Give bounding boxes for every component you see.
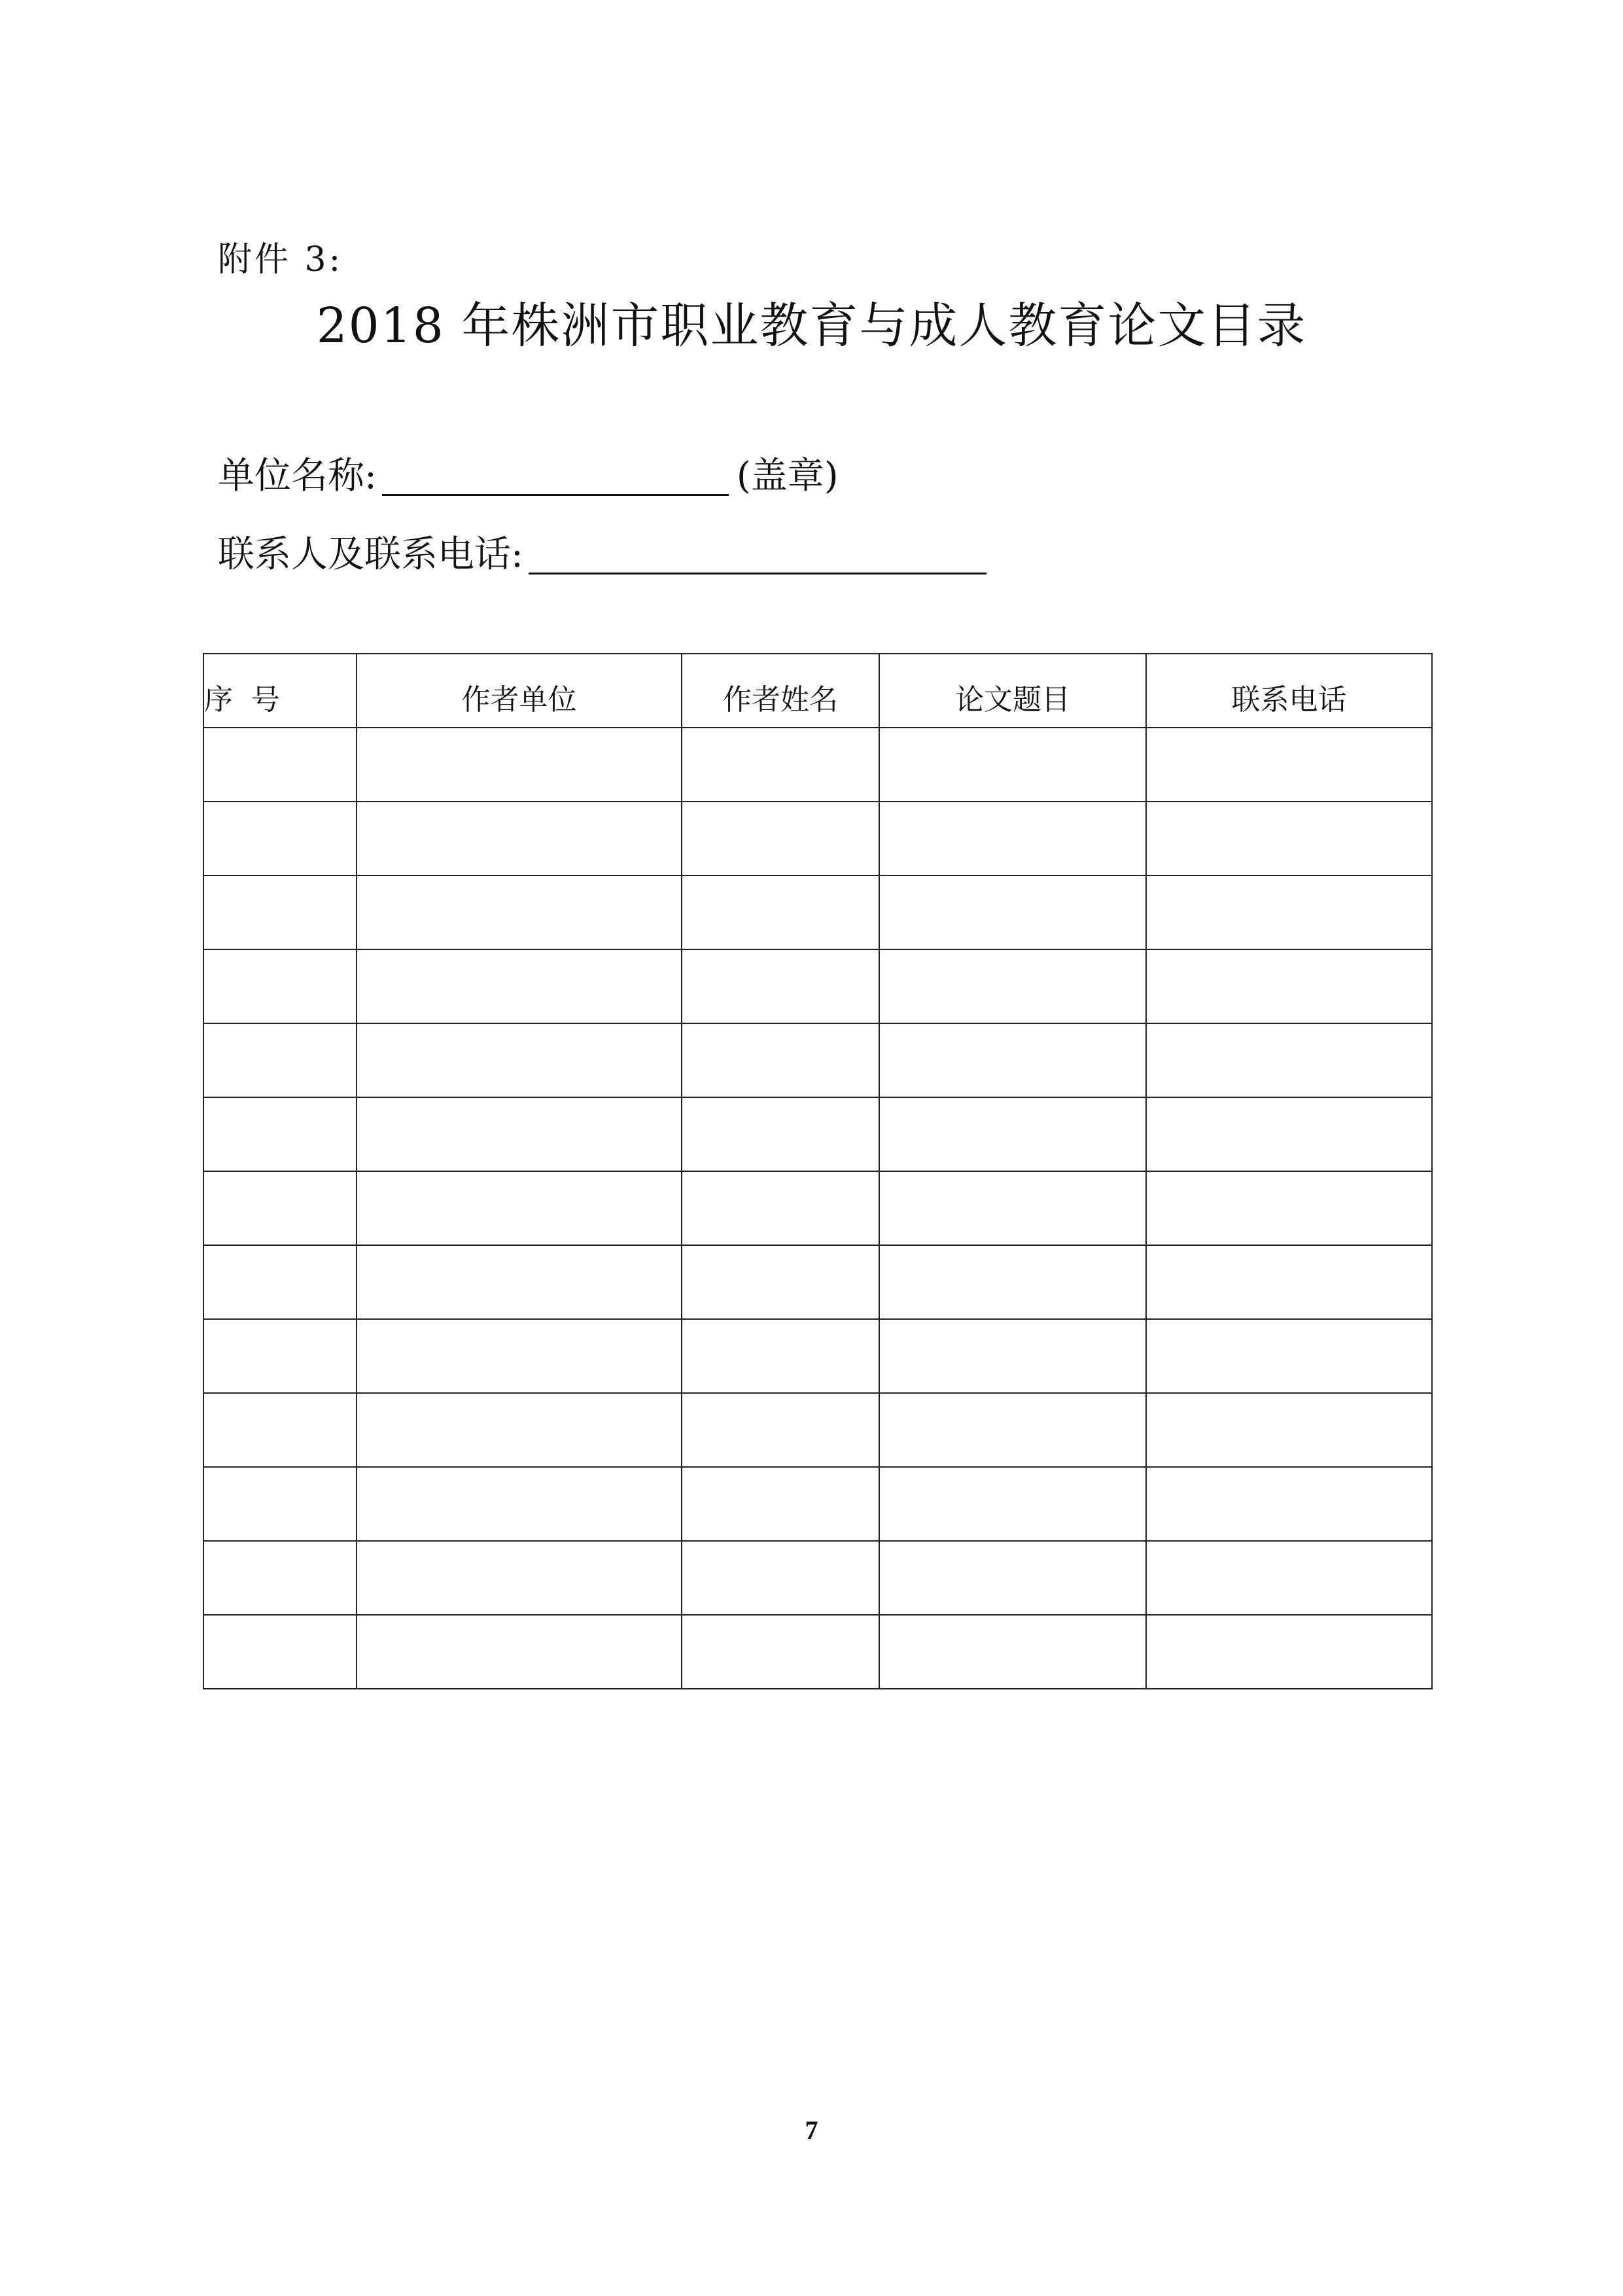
cell-paper-title[interactable]	[879, 949, 1146, 1023]
cell-index[interactable]	[203, 949, 357, 1023]
cell-author-name[interactable]	[682, 1467, 879, 1541]
cell-paper-title[interactable]	[879, 1319, 1146, 1393]
unit-name-label: 单位名称:	[218, 455, 377, 497]
table-row	[203, 1319, 1432, 1393]
cell-author-name[interactable]	[682, 1319, 879, 1393]
table-row	[203, 802, 1432, 875]
cell-phone[interactable]	[1146, 1541, 1432, 1615]
column-header-author-name: 作者姓名	[682, 654, 879, 728]
cell-author-unit[interactable]	[357, 875, 682, 949]
cell-phone[interactable]	[1146, 1467, 1432, 1541]
table-row	[203, 1171, 1432, 1245]
cell-author-unit[interactable]	[357, 802, 682, 875]
table-row	[203, 1467, 1432, 1541]
contact-label: 联系人及联系电话:	[218, 533, 523, 576]
table-row	[203, 875, 1432, 949]
contact-blank[interactable]	[529, 532, 986, 574]
document-title: 2018 年株洲市职业教育与成人教育论文目录	[316, 298, 1307, 354]
unit-name-blank[interactable]	[382, 453, 729, 496]
cell-index[interactable]	[203, 1467, 357, 1541]
paper-catalog-table	[203, 653, 1433, 1689]
cell-author-unit[interactable]	[357, 1245, 682, 1319]
cell-author-name[interactable]	[682, 875, 879, 949]
cell-phone[interactable]	[1146, 1615, 1432, 1689]
unit-name-row	[218, 449, 839, 501]
cell-author-unit[interactable]	[357, 1541, 682, 1615]
cell-paper-title[interactable]	[879, 875, 1146, 949]
attachment-label: 附件 3:	[218, 240, 343, 279]
column-header-phone: 联系电话	[1146, 654, 1432, 728]
cell-phone[interactable]	[1146, 1171, 1432, 1245]
cell-author-name[interactable]	[682, 728, 879, 802]
cell-author-name[interactable]	[682, 1615, 879, 1689]
column-header-index: 序号	[203, 654, 357, 728]
contact-row	[218, 527, 992, 580]
cell-author-unit[interactable]	[357, 728, 682, 802]
page-number: 7	[805, 2115, 818, 2145]
table-body	[203, 728, 1432, 1689]
cell-author-name[interactable]	[682, 1023, 879, 1097]
cell-index[interactable]	[203, 875, 357, 949]
cell-phone[interactable]	[1146, 949, 1432, 1023]
cell-paper-title[interactable]	[879, 1171, 1146, 1245]
cell-index[interactable]	[203, 802, 357, 875]
cell-index[interactable]	[203, 1245, 357, 1319]
cell-author-unit[interactable]	[357, 1171, 682, 1245]
table-row	[203, 1097, 1432, 1171]
cell-author-name[interactable]	[682, 1245, 879, 1319]
cell-author-name[interactable]	[682, 1171, 879, 1245]
cell-paper-title[interactable]	[879, 1541, 1146, 1615]
cell-paper-title[interactable]	[879, 802, 1146, 875]
table-row	[203, 728, 1432, 802]
cell-author-unit[interactable]	[357, 1319, 682, 1393]
cell-index[interactable]	[203, 1615, 357, 1689]
cell-paper-title[interactable]	[879, 1467, 1146, 1541]
cell-author-unit[interactable]	[357, 1615, 682, 1689]
cell-author-unit[interactable]	[357, 1023, 682, 1097]
cell-phone[interactable]	[1146, 1245, 1432, 1319]
cell-author-name[interactable]	[682, 1097, 879, 1171]
column-header-author-unit: 作者单位	[357, 654, 682, 728]
cell-index[interactable]	[203, 1541, 357, 1615]
table-header-row	[203, 654, 1432, 728]
cell-index[interactable]	[203, 728, 357, 802]
cell-phone[interactable]	[1146, 1023, 1432, 1097]
cell-index[interactable]	[203, 1097, 357, 1171]
cell-phone[interactable]	[1146, 1097, 1432, 1171]
cell-author-name[interactable]	[682, 949, 879, 1023]
cell-author-name[interactable]	[682, 1541, 879, 1615]
cell-phone[interactable]	[1146, 1393, 1432, 1467]
cell-author-unit[interactable]	[357, 1467, 682, 1541]
table-row	[203, 1541, 1432, 1615]
seal-note: (盖章)	[736, 455, 839, 497]
cell-phone[interactable]	[1146, 728, 1432, 802]
table-row	[203, 1615, 1432, 1689]
cell-paper-title[interactable]	[879, 1615, 1146, 1689]
cell-index[interactable]	[203, 1319, 357, 1393]
cell-index[interactable]	[203, 1393, 357, 1467]
cell-phone[interactable]	[1146, 875, 1432, 949]
cell-author-name[interactable]	[682, 1393, 879, 1467]
cell-author-unit[interactable]	[357, 1393, 682, 1467]
cell-author-name[interactable]	[682, 802, 879, 875]
cell-phone[interactable]	[1146, 1319, 1432, 1393]
cell-index[interactable]	[203, 1023, 357, 1097]
cell-author-unit[interactable]	[357, 949, 682, 1023]
cell-index[interactable]	[203, 1171, 357, 1245]
column-header-paper-title: 论文题目	[879, 654, 1146, 728]
cell-paper-title[interactable]	[879, 1245, 1146, 1319]
cell-paper-title[interactable]	[879, 1023, 1146, 1097]
table-row	[203, 1393, 1432, 1467]
table-row	[203, 949, 1432, 1023]
cell-author-unit[interactable]	[357, 1097, 682, 1171]
cell-phone[interactable]	[1146, 802, 1432, 875]
cell-paper-title[interactable]	[879, 1097, 1146, 1171]
table-row	[203, 1023, 1432, 1097]
cell-paper-title[interactable]	[879, 1393, 1146, 1467]
cell-paper-title[interactable]	[879, 728, 1146, 802]
table-row	[203, 1245, 1432, 1319]
